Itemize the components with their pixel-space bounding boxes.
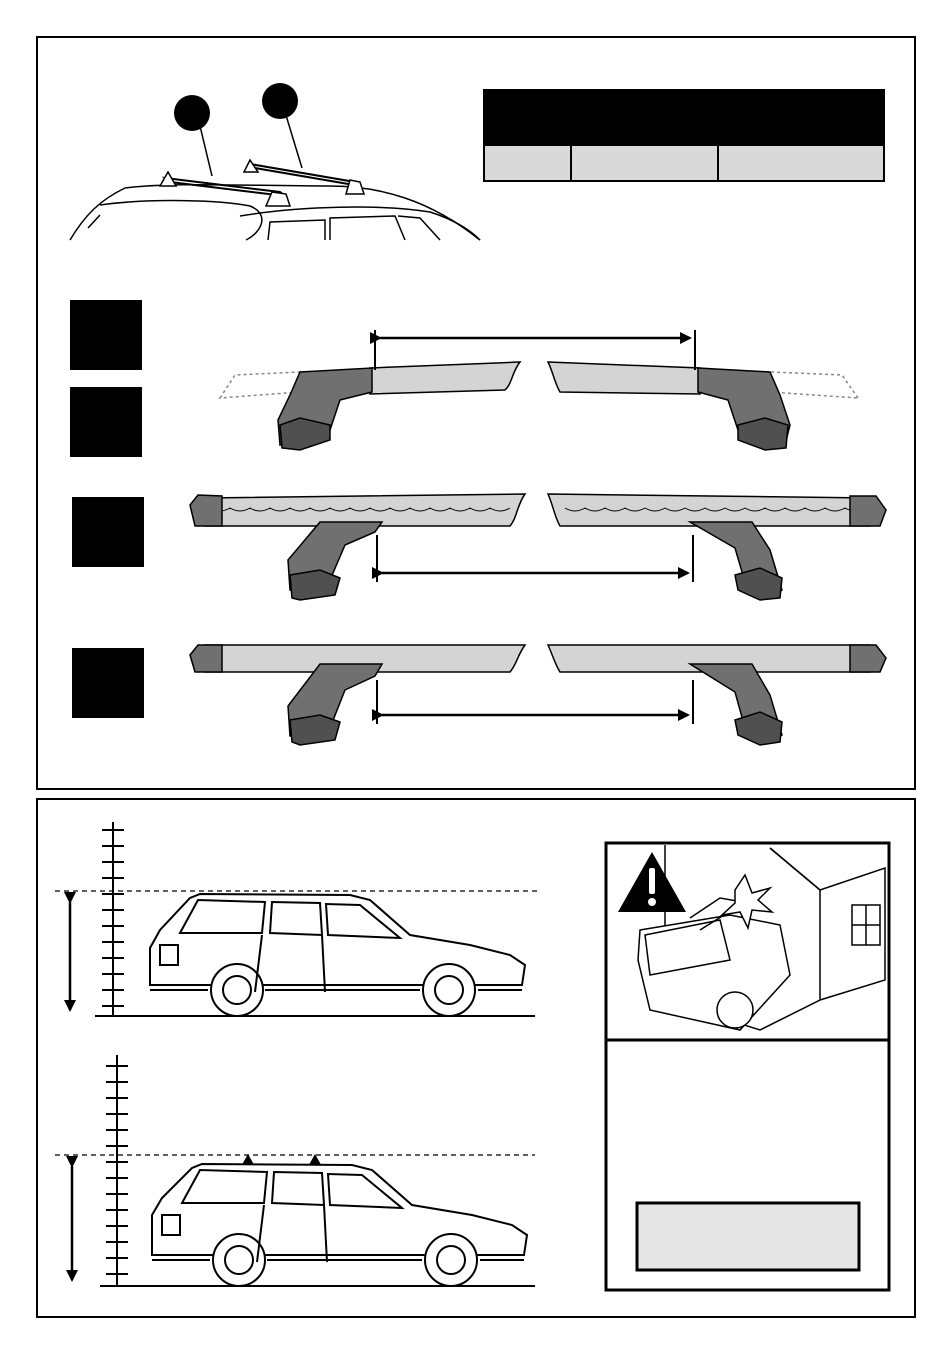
- height-ruler-1: [102, 822, 124, 1016]
- car-side-with-bars-illustration: [152, 1156, 527, 1286]
- car-side-illustration: [150, 894, 525, 1016]
- warning-note-box: [637, 1203, 859, 1270]
- height-ruler-2: [106, 1055, 128, 1285]
